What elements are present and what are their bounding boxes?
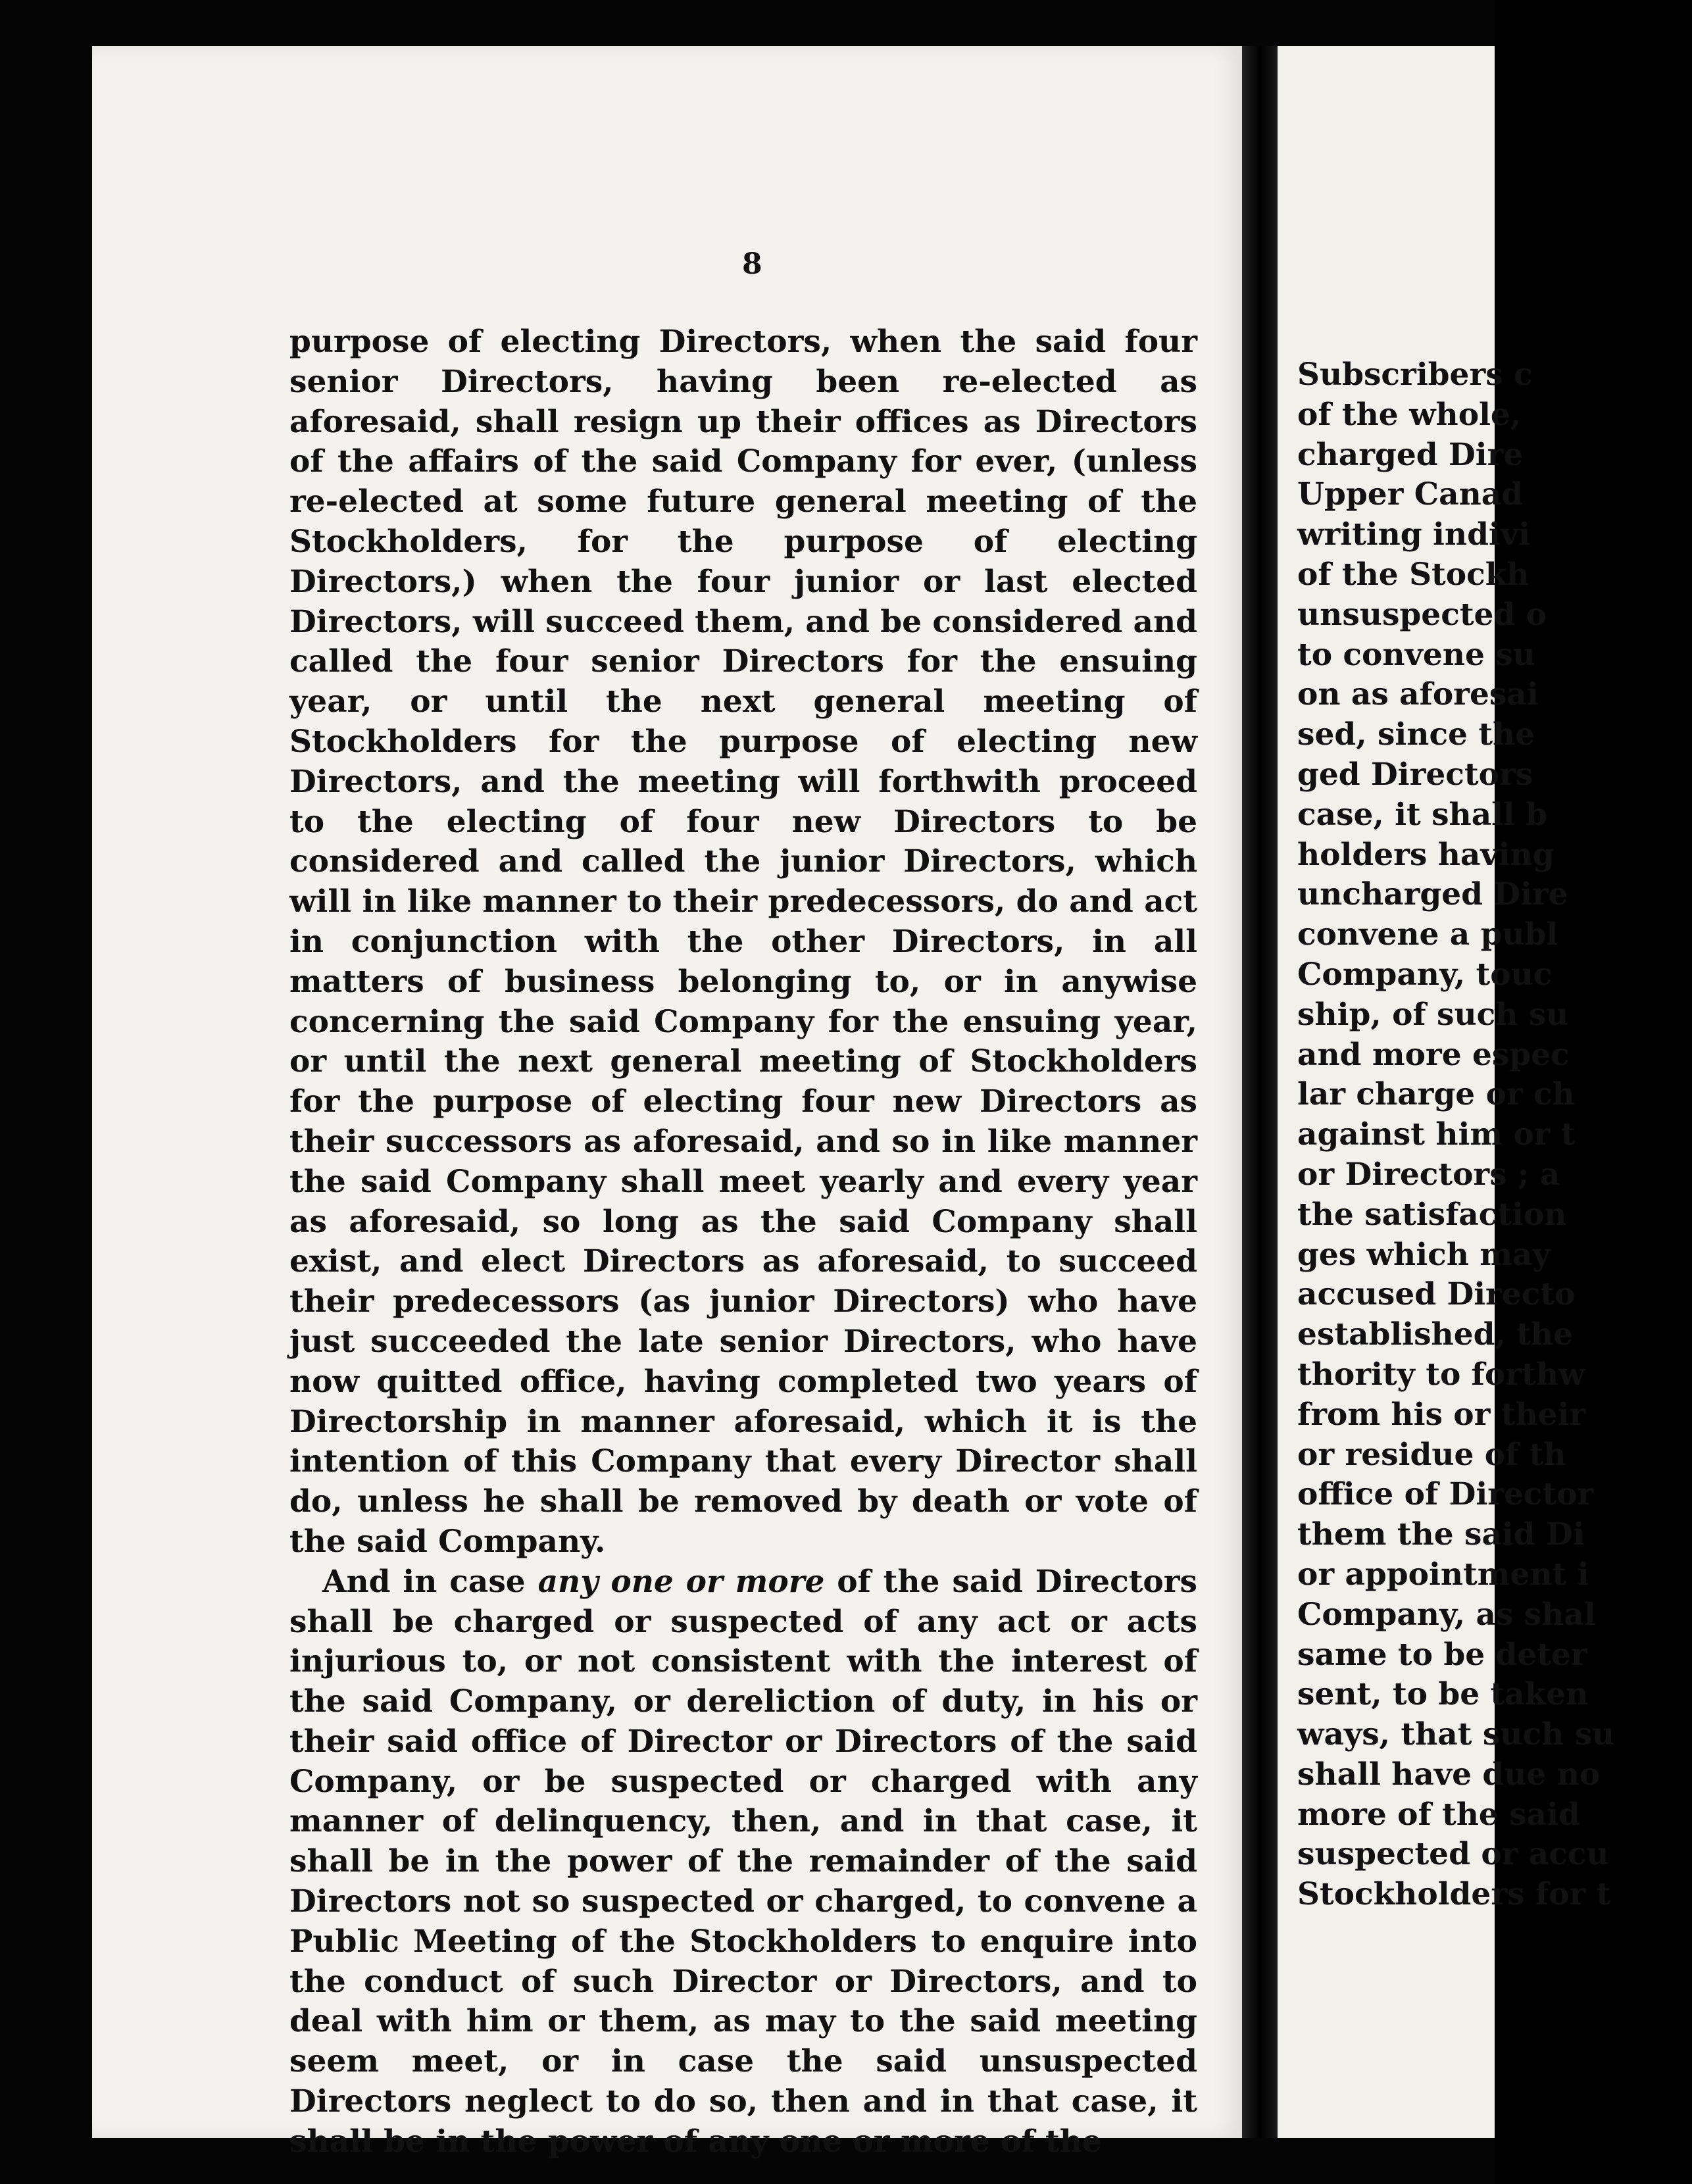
right-page-line: established, the <box>1297 1316 1574 1353</box>
right-page-line: to convene su <box>1297 636 1535 673</box>
right-page-line: writing indivi <box>1297 516 1530 553</box>
right-page-line: from his or their <box>1297 1396 1586 1433</box>
right-page-line: Upper Canad <box>1297 476 1524 513</box>
right-page-line: lar charge or ch <box>1297 1076 1575 1113</box>
right-page-line: shall have due no <box>1297 1756 1601 1793</box>
right-page-line: and more espec <box>1297 1036 1570 1073</box>
right-page-body <box>1297 355 1692 1915</box>
paragraph-2 <box>289 1562 1197 2162</box>
right-page-line: more of the said <box>1297 1796 1580 1833</box>
right-page-line: of the whole, <box>1297 396 1522 433</box>
right-page-line: unsuspected o <box>1297 596 1547 633</box>
paragraph-1: purpose of electing Directors, when the said four senior Directors, having been re-elected as aforesaid, shall resign up their offices as Directors of the affairs of the said Company for ever, (unless re-elected at some future general meeting of the Stockholders, for the purpose of electing Directors,) when the four junior or last elected Directors, will succeed them, and be considered and called the four senior Directors for the ensuing year, or until the next general meeting of Stockholders for the purpose of electing new Directors, and the meeting will forthwith proceed to the electing of four new Directors to be considered and called the junior Directors, which will in like manner to their predecessors, do and act in conjunction with the other Directors, in all matters of business belonging to, or in anywise concerning the said Company for the ensuing year, or until the next general meeting of Stockholders for the purpose of electing four new Directors as their successors as aforesaid, and so in like manner the said Company shall meet yearly and every year as aforesaid, so long as the said Company shall exist, and elect Directors as aforesaid, to succeed their predecessors (as junior Directors) who have just succeeded the late senior Directors, who have now quitted office, having completed two years of Directorship in manner aforesaid, which it is the intention of this Company that every Director shall do, unless he shall be removed by death or vote of the said Company. <box>289 324 1198 1560</box>
right-page-line: Company, touc <box>1297 956 1553 993</box>
book-gutter <box>1242 46 1278 2138</box>
page-number: 8 <box>742 247 762 281</box>
right-page-line: case, it shall b <box>1297 796 1548 833</box>
right-page-line: them the said Di <box>1297 1516 1585 1553</box>
right-page-line: or residue of th <box>1297 1436 1566 1473</box>
right-page-line: office of Director <box>1297 1476 1594 1513</box>
right-page-line: same to be deter <box>1297 1636 1587 1673</box>
right-page <box>1278 46 1615 2138</box>
right-page-line: ways, that such su <box>1297 1716 1615 1753</box>
right-page-line: sed, since the <box>1297 716 1535 753</box>
right-page-line: ship, of such su <box>1297 996 1569 1033</box>
right-page-line: charged Dire <box>1297 436 1524 473</box>
right-page-line: Subscribers c <box>1297 357 1533 393</box>
right-page-line: uncharged Dire <box>1297 876 1568 913</box>
right-page-line: Company, as shal <box>1297 1596 1596 1633</box>
paragraph-2-start: And in case <box>322 1563 538 1600</box>
paragraph-2-rest: of the said Directors shall be charged or suspected of any act or acts injurious to, or not consistent with the interest of the said Company, or dereliction of duty, in his or their said office of Director or Directors of the said Company, or be suspected or charged with any manner of delinquency, then, and in that case, it shall be in the power of the remainder of the said Directors not so suspected or charged, to convene a Public Meeting of the Stockholders to enquire into the conduct of such Director or Directors, and to deal with him or them, as may to the said meeting seem meet, or in case the said unsuspected Directors neglect to do so, then and in that case, it shall be in the power of any one or more of the <box>289 1563 1197 2160</box>
right-page-line: the satisfaction <box>1297 1196 1567 1233</box>
right-page-line: or appointment i <box>1297 1556 1589 1593</box>
right-page-line: Stockholders for t <box>1297 1876 1611 1913</box>
right-page-line: of the Stockh <box>1297 556 1530 593</box>
right-page-line: against him or t <box>1297 1116 1576 1153</box>
right-page-line: ged Directors <box>1297 756 1533 793</box>
right-page-line: accused Directo <box>1297 1276 1576 1313</box>
right-page-line: convene a publ <box>1297 916 1558 953</box>
right-page-line: suspected or accu <box>1297 1836 1609 1873</box>
left-page-body <box>289 322 1197 2162</box>
right-page-line: or Directors ; a <box>1297 1156 1560 1193</box>
right-page-line: holders having <box>1297 836 1555 873</box>
right-page-line: sent, to be taken <box>1297 1676 1589 1713</box>
right-page-line: ges which may <box>1297 1236 1551 1273</box>
paragraph-2-italic: any one or more <box>537 1563 825 1600</box>
right-page-line: on as aforesai <box>1297 676 1539 713</box>
right-page-line: thority to forthw <box>1297 1356 1585 1393</box>
